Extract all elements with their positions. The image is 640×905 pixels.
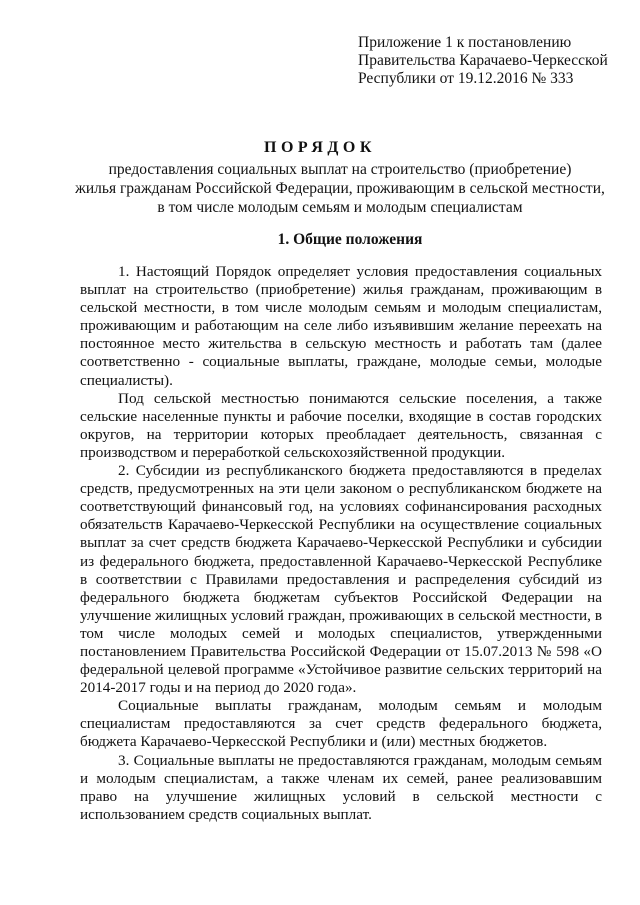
paragraph-5: 3. Социальные выплаты не предоставляются гражданам, молодым семьям и молодым специалистам, а также членам их семей, ранее реализовавшим право на улучшение жилищных условий в сельской местности с использованием средств социальных выплат. [80, 751, 602, 823]
paragraph-3: 2. Субсидии из республиканского бюджета предоставляются в пределах средств, предусмотренных на эти цели законом о республиканском бюджете на соответствующий финансовый год, на условиях софинансирования расходных обязательств Карачаево-Черкесской Республики на осуществление социальных выплат за счет средств бюджета Карачаево-Черкесской Республики и субсидии из федерального бюджета, предоставленной Карачаево-Черкесской Республике в соответствии с Правилами предоставления и распределения субсидий из федерального бюджета бюджетам субъектов Российской Федерации на улучшение жилищных условий граждан, проживающих в сельской местности, в том числе молодых семей и молодых специалистов, утвержденными постановлением Правительства Российской Федерации от 15.07.2013 № 598 «О федеральной целевой программе «Устойчивое развитие сельских территорий на 2014-2017 годы и на период до 2020 года». [80, 462, 602, 697]
document-body [80, 263, 602, 824]
subtitle-line-3: в том числе молодым семьям и молодым специалистам [157, 199, 523, 216]
appendix-line-1: Приложение 1 к постановлению [358, 34, 572, 51]
paragraph-1: 1. Настоящий Порядок определяет условия предоставления социальных выплат на строительство (приобретение) жилья гражданам, проживающим в сельской местности, в том числе молодым семьям и молодым специалистам, проживающим и работающим на селе либо изъявившим желание переехать на постоянное место жительства в сельскую местность и работать там (далее соответственно - социальные выплаты, граждане, молодые семьи, молодые специалисты). [80, 263, 602, 389]
appendix-line-3: Республики от 19.12.2016 № 333 [358, 70, 574, 87]
document-subtitle [60, 160, 620, 217]
appendix-line-2: Правительства Карачаево-Черкесской [358, 52, 608, 69]
section-heading: 1. Общие положения [277, 231, 423, 248]
appendix-note [358, 34, 628, 88]
paragraph-2: Под сельской местностью понимаются сельские поселения, а также сельские населенные пункты и рабочие поселки, входящие в состав городских округов, на территории которых преобладает деятельность, связанная с производством и переработкой сельскохозяйственной продукции. [80, 389, 602, 461]
subtitle-line-1: предоставления социальных выплат на строительство (приобретение) [108, 161, 572, 178]
subtitle-line-2: жилья гражданам Российской Федерации, проживающим в сельской местности, [75, 180, 605, 197]
document-title: ПОРЯДОК [264, 139, 376, 156]
paragraph-4: Социальные выплаты гражданам, молодым семьям и молодым специалистам предоставляются за счет средств федерального бюджета, бюджета Карачаево-Черкесской Республики и (или) местных бюджетов. [80, 697, 602, 751]
